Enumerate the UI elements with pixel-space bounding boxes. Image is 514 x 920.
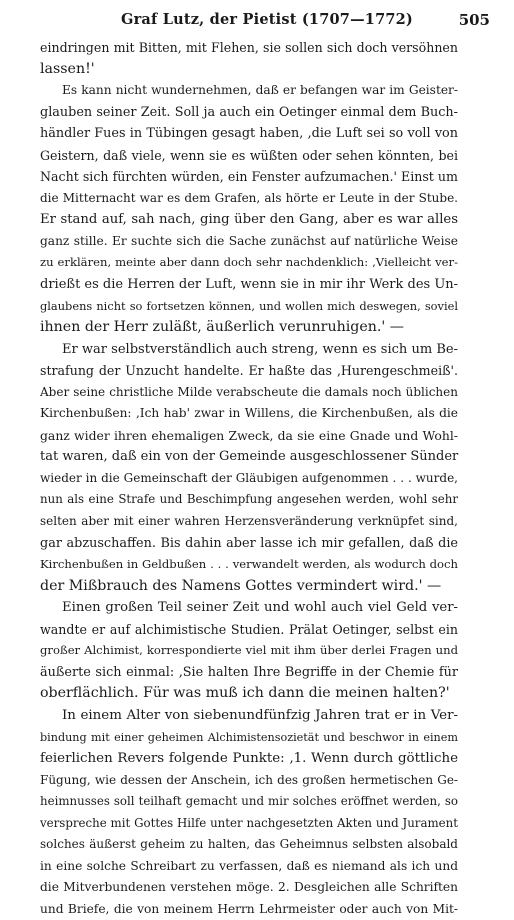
page-header — [44, 11, 490, 33]
text-line: glauben seiner Zeit. Soll ja auch ein Oetinger einmal dem Buch- — [40, 104, 458, 120]
text-line: drießt es die Herren der Luft, wenn sie in mir ihr Werk des Un- — [40, 277, 459, 293]
text-line: ganz stille. Er suchte sich die Sache zunächst auf natürliche Weise — [40, 233, 458, 248]
text-line: äußerte sich einmal: ‚Sie halten Ihre Begriffe in der Chemie für — [40, 664, 458, 680]
text-line: solches äußerst geheim zu halten, das Geheimnus selbsten alsobald — [40, 837, 458, 852]
text-line: Er war selbstverständlich auch streng, wenn es sich um Be- — [62, 341, 458, 357]
text-line: tat waren, daß ein von der Gemeinde ausgeschlossener Sünder — [40, 449, 459, 465]
text-line: In einem Alter von siebenundfünfzig Jahren trat er in Ver- — [62, 707, 458, 723]
text-line: Er stand auf, sah nach, ging über den Gang, aber es war alles — [40, 212, 458, 228]
text-line: der Mißbrauch des Namens Gottes vermindert wird.' — — [40, 577, 442, 594]
text-line: großer Alchimist, korrespondierte viel mit ihm über derlei Fragen und — [40, 643, 458, 658]
text-line: Kirchenbußen in Geldbußen . . . verwandelt werden, als wodurch doch — [40, 557, 458, 572]
text-line: feierlichen Revers folgende Punkte: ‚1. Wenn durch göttliche — [40, 751, 458, 767]
text-line: bindung mit einer geheimen Alchimistensozietät und beschwor in einem — [40, 730, 458, 744]
body-text — [40, 37, 458, 920]
text-line: Geistern, daß viele, wenn sie es wüßten oder sehen könnten, bei — [40, 147, 458, 163]
text-line: Kirchenbußen: ‚Ich hab' zwar in Willens, die Kirchenbußen, als die — [40, 406, 458, 421]
text-line: wandte er auf alchimistische Studien. Prälat Oetinger, selbst ein — [40, 621, 458, 637]
text-line: strafung der Unzucht handelte. Er haßte das ‚Hurengeschmeiß'. — [40, 363, 458, 379]
text-line: Fügung, wie dessen der Anschein, ich des großen hermetischen Ge- — [40, 772, 458, 787]
text-line: ihnen der Herr zuläßt, äußerlich verunruhigen.' — — [40, 319, 404, 336]
running-title: Graf Lutz, der Pietist (1707—1772) — [120, 11, 413, 28]
text-line: selten aber mit einer wahren Herzensveränderung verknüpfet sind, — [40, 514, 458, 529]
text-line: verspreche mit Gottes Hilfe unter nachgesetzten Akten und Jurament — [40, 815, 458, 830]
text-line: Es kann nicht wundernehmen, daß er befangen war im Geister- — [62, 83, 458, 98]
text-line: eindringen mit Bitten, mit Flehen, sie sollen sich doch versöhnen — [40, 40, 458, 55]
text-line: oberflächlich. Für was muß ich dann die meinen halten?' — [40, 685, 450, 702]
text-line: Einen großen Teil seiner Zeit und wohl auch viel Geld ver- — [62, 600, 458, 616]
text-line: gar abzuschaffen. Bis dahin aber lasse ich mir gefallen, daß die — [40, 535, 458, 551]
text-line: glaubens nicht so fortsetzen können, und wollen mich deswegen, soviel — [40, 298, 458, 313]
text-line: Nacht sich fürchten würden, ein Fenster aufzumachen.' Einst um — [40, 169, 458, 185]
text-line: lassen!' — [40, 60, 95, 77]
text-line: heimnusses soll teilhaft gemacht und mir solches eröffnet werden, so — [40, 794, 458, 809]
text-line: zu erklären, meinte aber dann doch sehr nachdenklich: ‚Vielleicht ver- — [40, 255, 458, 270]
text-line: Aber seine christliche Milde verabscheute die damals noch üblichen — [40, 384, 458, 399]
text-line: händler Fues in Tübingen gesagt haben, ‚die Luft sei so voll von — [40, 126, 458, 142]
text-line: die Mitternacht war es dem Grafen, als hörte er Leute in der Stube. — [40, 190, 458, 205]
page-number: 505 — [458, 11, 490, 29]
text-line: und Briefe, die von meinem Herrn Lehrmeister oder auch von Mit- — [40, 901, 458, 916]
text-line: die Mitverbundenen verstehen möge. 2. Desgleichen alle Schriften — [40, 880, 458, 895]
text-line: wieder in die Gemeinschaft der Gläubigen aufgenommen . . . wurde, — [40, 470, 458, 485]
text-line: nun als eine Strafe und Beschimpfung angesehen werden, wohl sehr — [40, 492, 458, 507]
text-line: in eine solche Schreibart zu verfassen, daß es niemand als ich und — [40, 858, 458, 873]
text-line: ganz wider ihren ehemaligen Zweck, da sie eine Gnade und Wohl- — [40, 427, 458, 443]
